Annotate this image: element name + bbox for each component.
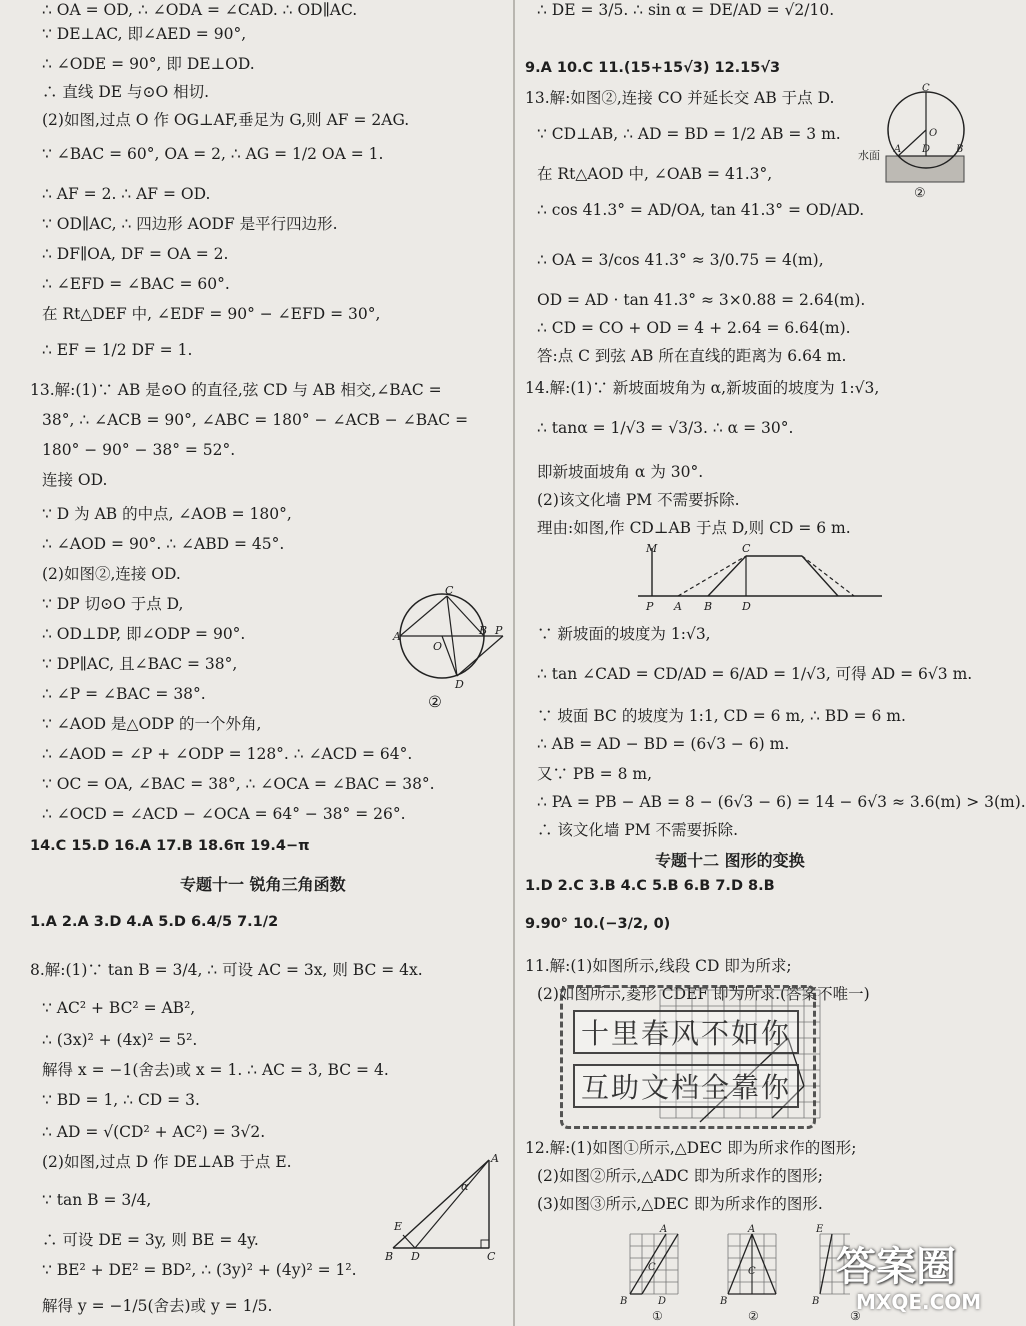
text-line: 180° − 90° − 38° = 52°. (42, 441, 236, 459)
text-line: ∵ 新坡面的坡度为 1:√3, (537, 625, 711, 643)
figure-label: ③ (850, 1309, 861, 1323)
text-line: 理由:如图,作 CD⊥AB 于点 D,则 CD = 6 m. (537, 519, 851, 537)
text-line: (2)如图,过点 O 作 OG⊥AF,垂足为 G,则 AF = 2AG. (42, 111, 410, 129)
figure-label: ② (914, 186, 926, 201)
text-line: ∴ cos 41.3° = AD/OA, tan 41.3° = OD/AD. (537, 201, 865, 219)
svg-text:B: B (704, 600, 713, 613)
watermark-title: 答案圈 (836, 1244, 956, 1290)
section-heading: 专题十二 图形的变换 (655, 851, 805, 870)
text-line: ∴ CD = CO + OD = 4 + 2.64 = 6.64(m). (537, 319, 851, 337)
text-line: 13.解:如图②,连接 CO 并延长交 AB 于点 D. (525, 89, 835, 107)
text-line: ∴ ∠ODE = 90°, 即 DE⊥OD. (42, 55, 255, 73)
svg-text:E: E (394, 1220, 403, 1233)
svg-text:D: D (411, 1250, 420, 1263)
text-line: ∵ ∠BAC = 60°, OA = 2, ∴ AG = 1/2 OA = 1. (42, 145, 384, 163)
text-line: ∴ 该文化墙 PM 不需要拆除. (537, 821, 739, 839)
section-heading: 专题十一 锐角三角函数 (180, 875, 346, 894)
text-line: (2)该文化墙 PM 不需要拆除. (537, 491, 740, 509)
svg-text:B: B (812, 1296, 820, 1307)
text-line: ∵ CD⊥AB, ∴ AD = BD = 1/2 AB = 3 m. (537, 125, 841, 143)
svg-text:B: B (720, 1296, 728, 1307)
stamp-line-1: 十里春风不如你 (573, 1010, 799, 1054)
text-line: ∵ 坡面 BC 的坡度为 1:1, CD = 6 m, ∴ BD = 6 m. (537, 707, 906, 725)
site-watermark (826, 1235, 996, 1325)
figure-label: ② (428, 693, 442, 711)
svg-text:D: D (742, 600, 751, 613)
text-line: 13.解:(1)∵ AB 是⊙O 的直径,弦 CD 与 AB 相交,∠BAC = (30, 381, 442, 399)
text-line: ∴ ∠OCD = ∠ACD − ∠OCA = 64° − 38° = 26°. (42, 805, 406, 823)
svg-text:A: A (393, 630, 401, 643)
grid-figure-2 (720, 1224, 782, 1314)
figure-label: ② (748, 1309, 759, 1323)
svg-text:A: A (894, 144, 902, 155)
text-line: ∵ OC = OA, ∠BAC = 38°, ∴ ∠OCA = ∠BAC = 38°. (42, 775, 435, 793)
text-line: 38°, ∴ ∠ACB = 90°, ∠ABC = 180° − ∠ACB − ∠BAC = (42, 411, 469, 429)
svg-text:D: D (455, 678, 464, 691)
svg-text:C: C (748, 1266, 756, 1277)
text-line: ∵ AC² + BC² = AB², (42, 999, 196, 1017)
svg-text:A: A (674, 600, 682, 613)
circle-diagram-left (393, 584, 515, 708)
text-line: ∵ DP 切⊙O 于点 D, (42, 595, 184, 613)
answer-line: 1.A 2.A 3.D 4.A 5.D 6.4/5 7.1/2 (30, 914, 279, 930)
svg-text:α: α (461, 1180, 469, 1193)
text-line: (2)如图②,连接 OD. (42, 565, 181, 583)
text-line: ∴ AB = AD − BD = (6√3 − 6) m. (537, 735, 790, 753)
svg-text:O: O (929, 128, 938, 139)
text-line: ∴ ∠AOD = ∠P + ∠ODP = 128°. ∴ ∠ACD = 64°. (42, 745, 413, 763)
text-line: ∴ tan ∠CAD = CD/AD = 6/AD = 1/√3, 可得 AD = 6√3 m. (537, 665, 973, 683)
svg-text:C: C (648, 1262, 656, 1273)
svg-text:A: A (491, 1152, 499, 1165)
answer-line: 1.D 2.C 3.B 4.C 5.B 6.B 7.D 8.B (525, 878, 775, 894)
text-line: ∴ 直线 DE 与⊙O 相切. (42, 83, 210, 101)
text-line: ∴ DF∥OA, DF = OA = 2. (42, 245, 229, 263)
text-line: 14.解:(1)∵ 新坡面坡角为 α,新坡面的坡度为 1:√3, (525, 379, 880, 397)
text-line: ∵ BD = 1, ∴ CD = 3. (42, 1091, 200, 1109)
svg-text:C: C (445, 584, 454, 597)
text-line: 在 Rt△AOD 中, ∠OAB = 41.3°, (537, 165, 773, 183)
svg-text:B: B (479, 624, 488, 637)
triangle-diagram (385, 1148, 505, 1263)
text-line: 解得 x = −1(舍去)或 x = 1. ∴ AC = 3, BC = 4. (42, 1061, 389, 1079)
text-line: (2)如图,过点 D 作 DE⊥AB 于点 E. (42, 1153, 292, 1171)
svg-text:P: P (646, 600, 654, 613)
text-line: 12.解:(1)如图①所示,△DEC 即为所求作的图形; (525, 1139, 857, 1157)
text-line: ∴ EF = 1/2 DF = 1. (42, 341, 193, 359)
text-line: (2)如图②所示,△ADC 即为所求作的图形; (537, 1167, 823, 1185)
text-line: 解得 y = −1/5(舍去)或 y = 1/5. (42, 1297, 273, 1315)
svg-text:O: O (433, 640, 443, 653)
answer-line: 9.90° 10.(−3/2, 0) (525, 916, 671, 932)
text-line: 答:点 C 到弦 AB 所在直线的距离为 6.64 m. (537, 347, 847, 365)
answer-line: 9.A 10.C 11.(15+15√3) 12.15√3 (525, 60, 781, 76)
water-label: 水面 (858, 149, 880, 162)
text-line: ∴ ∠AOD = 90°. ∴ ∠ABD = 45°. (42, 535, 285, 553)
text-line: 在 Rt△DEF 中, ∠EDF = 90° − ∠EFD = 30°, (42, 305, 381, 323)
svg-text:B: B (385, 1250, 394, 1263)
text-line: ∵ D 为 AB 的中点, ∠AOB = 180°, (42, 505, 292, 523)
svg-text:C: C (922, 83, 930, 94)
text-line: (3)如图③所示,△DEC 即为所求作的图形. (537, 1195, 823, 1213)
slope-diagram (638, 540, 888, 616)
text-line: ∴ OA = 3/cos 41.3° ≈ 3/0.75 = 4(m), (537, 251, 824, 269)
svg-text:C: C (487, 1250, 496, 1263)
svg-text:M: M (646, 542, 658, 555)
text-line: ∴ PA = PB − AB = 8 − (6√3 − 6) = 14 − 6√3 ≈ 3.6(m) > 3(m). (537, 793, 1026, 811)
text-line: 又∵ PB = 8 m, (537, 765, 653, 783)
text-line: ∴ (3x)² + (4x)² = 5². (42, 1031, 198, 1049)
stamp-line-2: 互助文档全靠你 (573, 1064, 799, 1108)
text-line: ∵ DP∥AC, 且∠BAC = 38°, (42, 655, 238, 673)
text-line: 连接 OD. (42, 471, 108, 489)
grid-figure-1 (620, 1224, 682, 1314)
svg-text:C: C (742, 542, 751, 555)
text-line: ∵ OD∥AC, ∴ 四边形 AODF 是平行四边形. (42, 215, 338, 233)
svg-text:E: E (816, 1224, 824, 1235)
text-line: ∴ DE = 3/5. ∴ sin α = DE/AD = √2/10. (537, 1, 835, 19)
svg-text:P: P (495, 624, 503, 637)
circle-water-diagram (858, 83, 968, 196)
text-line: ∵ BE² + DE² = BD², ∴ (3y)² + (4y)² = 1². (42, 1261, 357, 1279)
answer-line: 14.C 15.D 16.A 17.B 18.6π 19.4−π (30, 838, 310, 854)
text-line: ∴ tanα = 1/√3 = √3/3. ∴ α = 30°. (537, 419, 794, 437)
text-line: ∴ ∠P = ∠BAC = 38°. (42, 685, 206, 703)
text-line: ∴ 可设 DE = 3y, 则 BE = 4y. (42, 1231, 259, 1249)
text-line: 11.解:(1)如图所示,线段 CD 即为所求; (525, 957, 792, 975)
svg-text:D: D (922, 144, 931, 155)
svg-text:D: D (658, 1296, 667, 1307)
svg-text:A: A (748, 1224, 756, 1235)
text-line: 即新坡面坡角 α 为 30°. (537, 463, 704, 481)
text-line: 8.解:(1)∵ tan B = 3/4, ∴ 可设 AC = 3x, 则 BC = 4x. (30, 961, 423, 979)
svg-text:B: B (620, 1296, 628, 1307)
figure-label: ① (652, 1309, 663, 1323)
text-line: ∴ OD⊥DP, 即∠ODP = 90°. (42, 625, 246, 643)
text-line: OD = AD · tan 41.3° ≈ 3×0.88 = 2.64(m). (537, 291, 866, 309)
svg-text:B: B (956, 144, 964, 155)
text-line: ∴ OA = OD, ∴ ∠ODA = ∠CAD. ∴ OD∥AC. (42, 1, 358, 19)
text-line: ∴ ∠EFD = ∠BAC = 60°. (42, 275, 230, 293)
svg-text:A: A (660, 1224, 668, 1235)
text-line: ∵ ∠AOD 是△ODP 的一个外角, (42, 715, 262, 733)
stamp-seal (560, 985, 816, 1129)
text-line: (2)如图所示,菱形 CDEF 即为所求.(答案不唯一) (537, 985, 870, 1003)
text-line: ∴ AF = 2. ∴ AF = OD. (42, 185, 211, 203)
text-line: ∴ AD = √(CD² + AC²) = 3√2. (42, 1123, 266, 1141)
text-line: ∵ DE⊥AC, 即∠AED = 90°, (42, 25, 247, 43)
text-line: ∵ tan B = 3/4, (42, 1191, 152, 1209)
watermark-url: MXQE.COM (856, 1290, 982, 1314)
